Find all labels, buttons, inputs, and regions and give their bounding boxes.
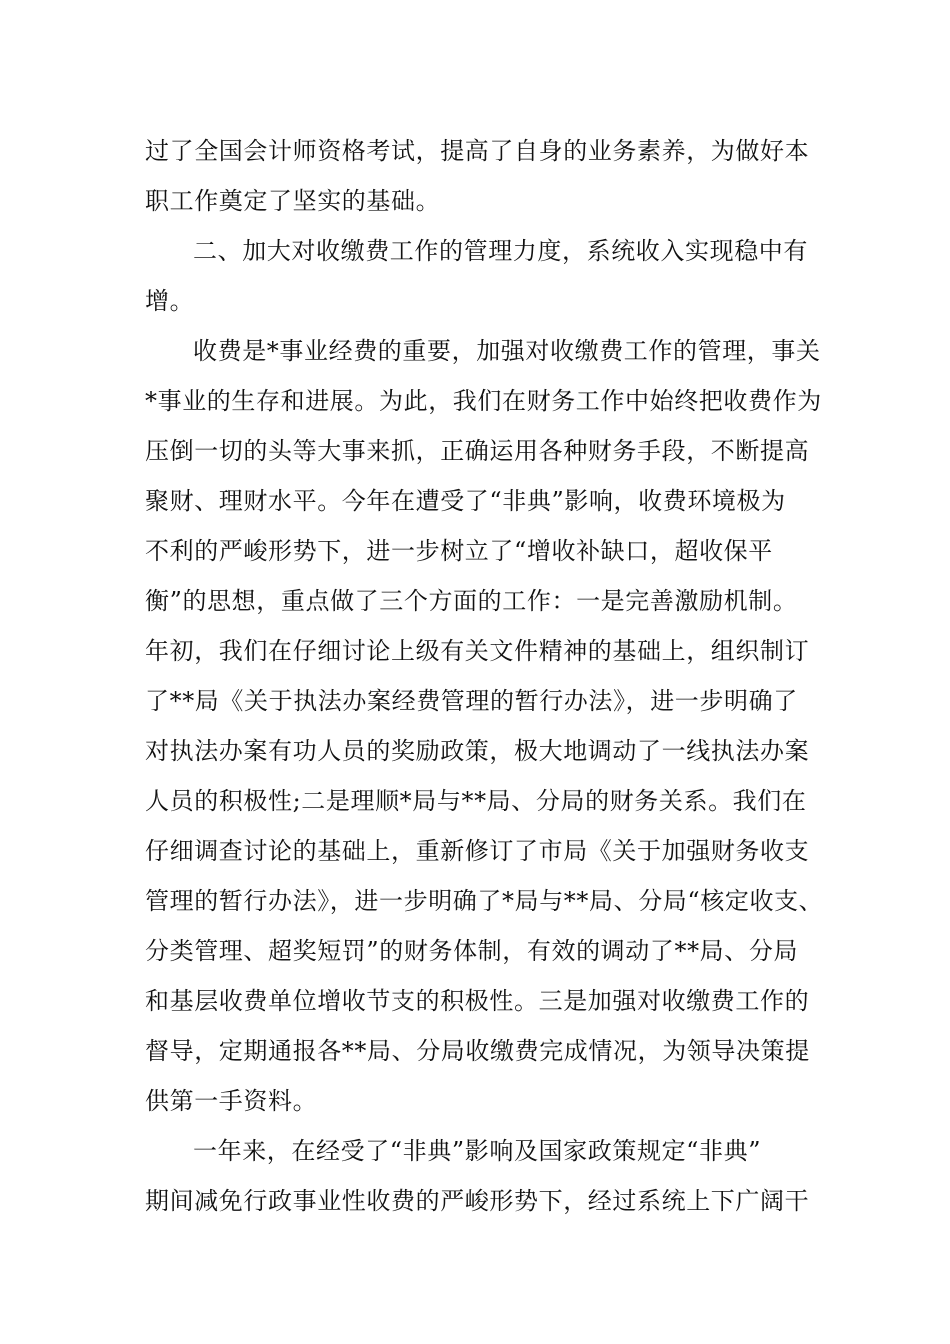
text-line: 压倒一切的头等大事来抓，正确运用各种财务手段，不断提高: [145, 437, 810, 465]
text-line: *事业的生存和进展。为此，我们在财务工作中始终把收费作为: [145, 387, 822, 415]
text-line: 职工作奠定了坚实的基础。: [145, 187, 441, 215]
text-line: 聚财、理财水平。今年在遭受了“非典”影响，收费环境极为: [145, 487, 786, 515]
text-line: 过了全国会计师资格考试，提高了自身的业务素养，为做好本: [145, 137, 810, 165]
text-line: 年初，我们在仔细讨论上级有关文件精神的基础上，组织制订: [145, 637, 810, 665]
text-line: 人员的积极性;二是理顺*局与**局、分局的财务关系。我们在: [145, 787, 807, 815]
text-line: 督导，定期通报各**局、分局收缴费完成情况，为领导决策提: [145, 1037, 810, 1065]
text-line: 期间减免行政事业性收费的严峻形势下，经过系统上下广阔干: [145, 1187, 810, 1215]
text-line: 和基层收费单位增收节支的积极性。三是加强对收缴费工作的: [145, 987, 810, 1015]
text-line: 对执法办案有功人员的奖励政策，极大地调动了一线执法办案: [145, 737, 810, 765]
text-line: 管理的暂行办法》，进一步明确了*局与**局、分局“核定收支、: [145, 887, 824, 915]
text-line: 收费是*事业经费的重要，加强对收缴费工作的管理，事关: [193, 337, 821, 365]
text-line: 分类管理、超奖短罚”的财务体制，有效的调动了**局、分局: [145, 937, 799, 965]
text-line: 仔细调查讨论的基础上，重新修订了市局《关于加强财务收支: [145, 837, 810, 865]
section-heading-continued: 增。: [145, 287, 195, 315]
text-line: 了**局《关于执法办案经费管理的暂行办法》，进一步明确了: [145, 687, 798, 715]
text-line: 衡”的思想，重点做了三个方面的工作：一是完善激励机制。: [145, 587, 798, 615]
text-line: 供第一手资料。: [145, 1087, 318, 1115]
text-line: 一年来，在经受了“非典”影响及国家政策规定“非典”: [193, 1137, 762, 1165]
section-heading: 二、加大对收缴费工作的管理力度，系统收入实现稳中有: [193, 237, 808, 265]
text-line: 不利的严峻形势下，进一步树立了“增收补缺口，超收保平: [145, 537, 773, 565]
